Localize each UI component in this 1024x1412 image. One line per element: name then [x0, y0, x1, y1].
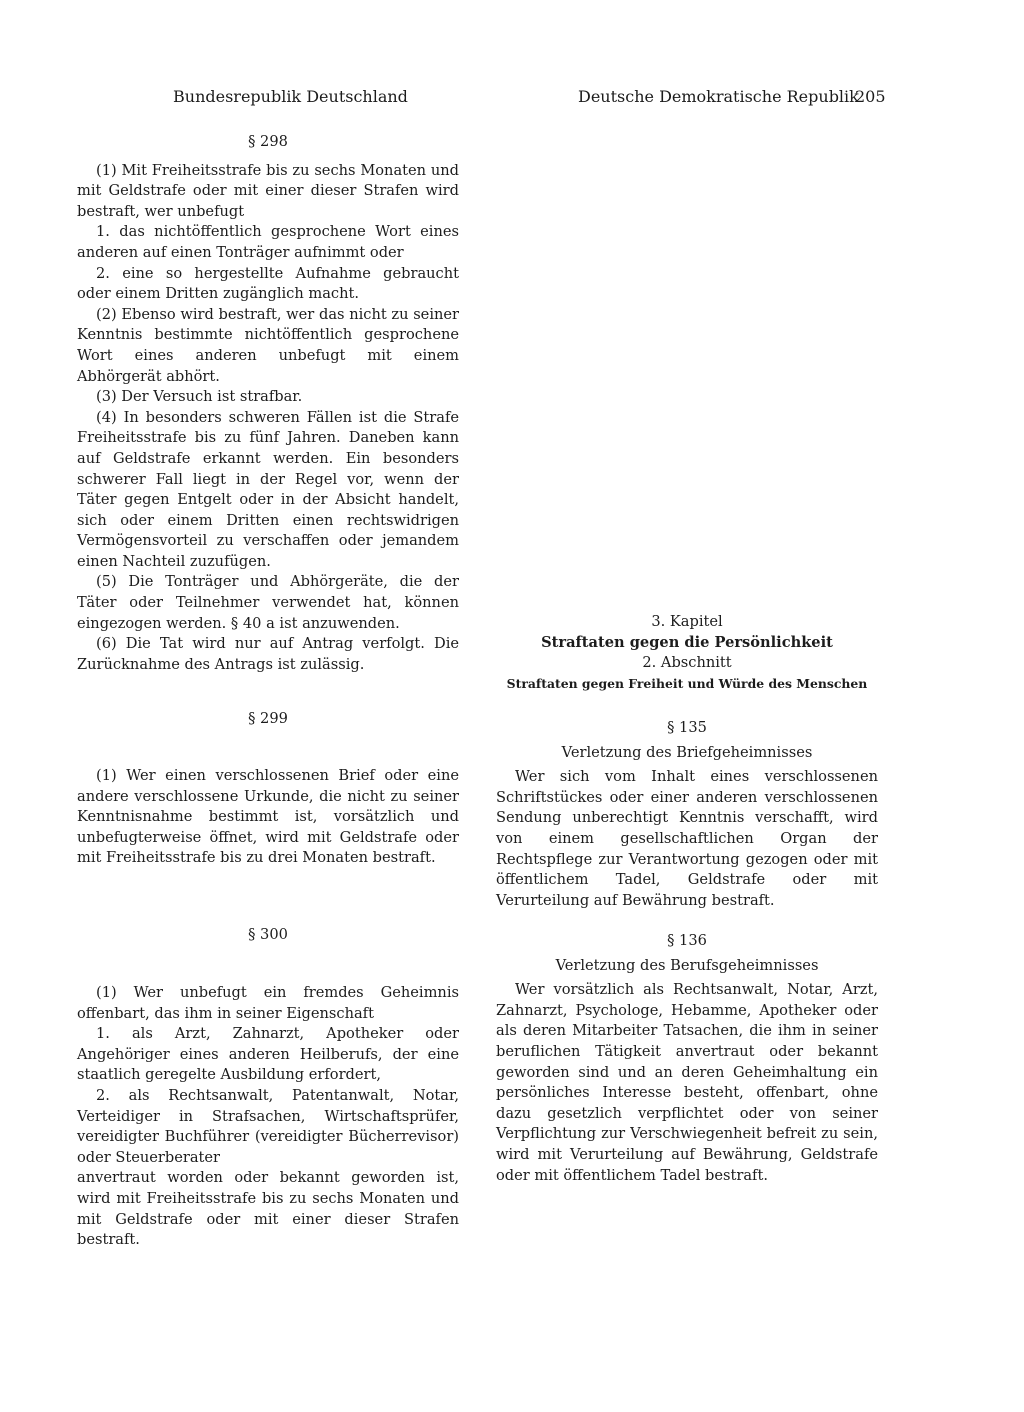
- list-item: 1. als Arzt, Zahnarzt, Apotheker oder Angehöriger eines anderen Heilberufs, der eine staatlich geregelte Ausbildung erfordert,: [77, 1025, 459, 1084]
- paragraph: Wer sich vom Inhalt eines verschlossenen Schriftstückes oder einer anderen verschlossenen Sendung unberechtigt Kenntnis verschafft, wird von einem gesellschaftlichen Organ der Rechtspflege zur Verantwortung gezogen oder mit öffentlichem Tadel, Geldstrafe oder mit Verurteilung auf Bewährung bestraft.: [496, 768, 878, 909]
- section-136: [496, 931, 878, 1186]
- paragraph: (5) Die Tonträger und Abhörgeräte, die der Täter oder Teilnehmer verwendet hat, können eingezogen werden. § 40 a ist anzuwenden.: [77, 573, 459, 632]
- paragraph: (3) Der Versuch ist strafbar.: [96, 388, 303, 406]
- running-header-right: Deutsche Demokratische Republik: [578, 87, 859, 106]
- page-number: 205: [855, 87, 886, 106]
- list-item: 2. eine so hergestellte Aufnahme gebraucht oder einem Dritten zugänglich macht.: [77, 264, 459, 303]
- chapter-number: 3. Kapitel: [651, 613, 723, 630]
- section-heading: § 136: [667, 932, 707, 949]
- paragraph: (1) Wer einen verschlossenen Brief oder eine andere verschlossene Urkunde, die nicht zu seiner Kenntnisnahme bestimmt ist, vorsätzlich und unbefugterweise öffnet, wird mit Geldstrafe oder mit Freiheitsstrafe bis zu drei Monaten bestraft.: [77, 767, 459, 867]
- paragraph: (6) Die Tat wird nur auf Antrag verfolgt. Die Zurücknahme des Antrags ist zulässig.: [77, 635, 459, 673]
- paragraph: anvertraut worden oder bekannt geworden ist, wird mit Freiheitsstrafe bis zu sechs Monaten und mit Geldstrafe oder mit einer dieser Strafen bestraft.: [77, 1169, 459, 1249]
- section-heading: § 298: [248, 133, 288, 150]
- list-item: 2. als Rechtsanwalt, Patentanwalt, Notar, Verteidiger in Strafsachen, Wirtschaftsprüfer, vereidigter Buchführer (vereidigter Bücherrevisor) oder Steuerberater: [77, 1086, 459, 1166]
- section-heading: § 135: [667, 719, 707, 736]
- paragraph: (4) In besonders schweren Fällen ist die Strafe Freiheitsstrafe bis zu fünf Jahren. Daneben kann auf Geldstrafe erkannt werden. Ein besonders schwerer Fall liegt in der Regel vor, wenn der Täter gegen Entgelt oder in der Absicht handelt, sich oder einem Dritten einen rechtswidrigen Vermögensvorteil zu verschaffen oder jemandem einen Nachteil zuzufügen.: [77, 408, 459, 570]
- section-number: 2. Abschnitt: [642, 654, 732, 672]
- paragraph: Wer vorsätzlich als Rechtsanwalt, Notar, Arzt, Zahnarzt, Psychologe, Hebamme, Apotheker oder als deren Mitarbeiter Tatsachen, die ihm in seiner beruflichen Tätigkeit anvertraut oder bekannt geworden sind und an deren Geheimhaltung ein persönliches Interesse besteht, offenbart, ohne dazu gesetzlich verpflichtet oder von seiner Verpflichtung zur Verschwiegenheit befreit zu sein, wird mit Verurteilung auf Bewährung, Geldstrafe oder mit öffentlichem Tadel bestraft.: [496, 981, 878, 1184]
- paragraph: (2) Ebenso wird bestraft, wer das nicht zu seiner Kenntnis bestimmte nichtöffentlich gesprochene Wort eines anderen unbefugt mit einem Abhörgerät abhört.: [77, 305, 459, 385]
- section-300-body: [77, 983, 459, 1251]
- running-header-left: Bundesrepublik Deutschland: [173, 87, 408, 106]
- section-title: Straftaten gegen Freiheit und Würde des Menschen: [506, 675, 868, 691]
- paragraph: (1) Wer unbefugt ein fremdes Geheimnis offenbart, das ihm in seiner Eigenschaft: [77, 984, 459, 1022]
- chapter-block: [496, 612, 878, 694]
- section-heading: § 299: [248, 710, 288, 727]
- section-heading: § 300: [248, 926, 288, 943]
- paragraph: (1) Mit Freiheitsstrafe bis zu sechs Monaten und mit Geldstrafe oder mit einer dieser Strafen wird bestraft, wer unbefugt: [77, 161, 459, 220]
- section-299-body: [77, 766, 459, 869]
- list-item: 1. das nichtöffentlich gesprochene Wort eines anderen auf einen Tonträger aufnimmt oder: [77, 223, 459, 261]
- section-299: [77, 709, 459, 730]
- chapter-title: Straftaten gegen die Persönlichkeit: [541, 633, 833, 651]
- section-title: Verletzung des Briefgeheimnisses: [561, 743, 813, 761]
- section-135: [496, 718, 878, 911]
- section-298: [77, 132, 459, 675]
- section-title: Verletzung des Berufsgeheimnisses: [555, 956, 819, 974]
- section-300: [77, 925, 459, 946]
